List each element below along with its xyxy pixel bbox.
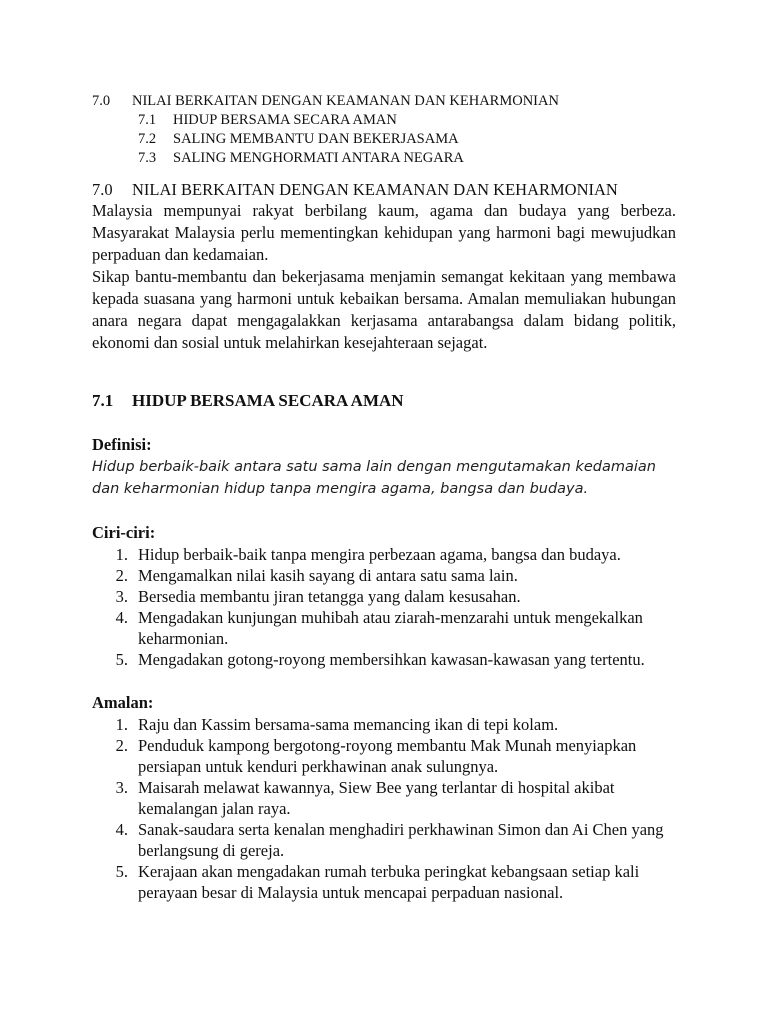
list-item (92, 714, 676, 735)
toc-sub-number: 7.1 (138, 112, 157, 128)
toc-sub-title: SALING MEMBANTU DAN BEKERJASAMA (173, 131, 459, 147)
toc-main-heading (92, 92, 676, 111)
list-item-number: 5. (115, 862, 128, 881)
list-item-text: Maisarah melawat kawannya, Siew Bee yang terlantar di hospital akibat kemalangan jalan raya. (138, 778, 615, 818)
toc-sub-item (92, 111, 676, 130)
list-item-number: 4. (115, 608, 128, 627)
list-item (92, 544, 676, 565)
list-item (92, 607, 676, 649)
amalan-list (92, 714, 676, 903)
list-item-number: 3. (115, 587, 128, 606)
amalan-label: Amalan: (92, 693, 154, 712)
section-7-1-title: HIDUP BERSAMA SECARA AMAN (132, 391, 404, 410)
toc-sub-item (92, 149, 676, 168)
list-item (92, 565, 676, 586)
toc-sub-number: 7.2 (138, 131, 157, 147)
list-item-text: Kerajaan akan mengadakan rumah terbuka peringkat kebangsaan setiap kali perayaan besar di Malaysia untuk mencapai perpaduan nasional. (138, 862, 640, 902)
definisi-text: Hidup berbaik-baik antara satu sama lain dengan mengutamakan kedamaian dan keharmonian hidup tanpa mengira agama, bangsa dan budaya. (92, 459, 656, 497)
list-item-text: Penduduk kampong bergotong-royong membantu Mak Munah menyiapkan persiapan untuk kenduri perkhawinan anak sulungnya. (138, 736, 637, 776)
list-item-text: Hidup berbaik-baik tanpa mengira perbezaan agama, bangsa dan budaya. (138, 545, 621, 564)
section-7-0-paragraph-1: Malaysia mempunyai rakyat berbilang kaum, agama dan budaya yang berbeza. Masyarakat Malaysia perlu mementingkan kehidupan yang harmoni bagi mewujudkan perpaduan dan kedamaian. (92, 201, 676, 264)
ciri-ciri-list (92, 544, 676, 670)
section-7-0-number: 7.0 (92, 180, 113, 199)
list-item (92, 649, 676, 670)
list-item (92, 735, 676, 777)
toc-sub-number: 7.3 (138, 150, 157, 166)
list-item-number: 3. (115, 778, 128, 797)
list-item-number: 5. (115, 650, 128, 669)
list-item-text: Bersedia membantu jiran tetangga yang dalam kesusahan. (138, 587, 521, 606)
ciri-ciri-label: Ciri-ciri: (92, 523, 156, 542)
list-item-number: 1. (115, 545, 128, 564)
section-7-0-paragraph-2: Sikap bantu-membantu dan bekerjasama menjamin semangat kekitaan yang membawa kepada suasana yang harmoni untuk kebaikan bersama. Amalan memuliakan hubungan anara negara dapat mengagalakkan kerjasama antarabangsa dalam bidang politik, ekonomi dan sosial untuk melahirkan kesejahteraan sejagat. (92, 267, 676, 352)
section-7-1-number: 7.1 (92, 391, 114, 410)
list-item-number: 1. (115, 715, 128, 734)
list-item-number: 2. (115, 566, 128, 585)
section-7-0-heading (92, 179, 676, 200)
toc-main-number: 7.0 (92, 93, 111, 109)
toc-sub-title: SALING MENGHORMATI ANTARA NEGARA (173, 150, 464, 166)
list-item (92, 777, 676, 819)
list-item (92, 586, 676, 607)
section-7-1-heading (92, 390, 676, 412)
section-7-0-title: NILAI BERKAITAN DENGAN KEAMANAN DAN KEHARMONIAN (132, 180, 618, 199)
list-item-number: 2. (115, 736, 128, 755)
list-item (92, 861, 676, 903)
definisi-label: Definisi: (92, 435, 152, 454)
list-item-text: Mengadakan gotong-royong membersihkan kawasan-kawasan yang tertentu. (138, 650, 645, 669)
toc-sub-item (92, 130, 676, 149)
list-item-text: Sanak-saudara serta kenalan menghadiri perkhawinan Simon dan Ai Chen yang berlangsung di gereja. (138, 820, 664, 860)
list-item-text: Mengadakan kunjungan muhibah atau ziarah-menzarahi untuk mengekalkan keharmonian. (138, 608, 643, 648)
list-item-text: Raju dan Kassim bersama-sama memancing ikan di tepi kolam. (138, 715, 559, 734)
toc-sub-title: HIDUP BERSAMA SECARA AMAN (173, 112, 397, 128)
list-item-number: 4. (115, 820, 128, 839)
list-item (92, 819, 676, 861)
toc-main-title: NILAI BERKAITAN DENGAN KEAMANAN DAN KEHARMONIAN (132, 93, 559, 109)
list-item-text: Mengamalkan nilai kasih sayang di antara satu sama lain. (138, 566, 518, 585)
